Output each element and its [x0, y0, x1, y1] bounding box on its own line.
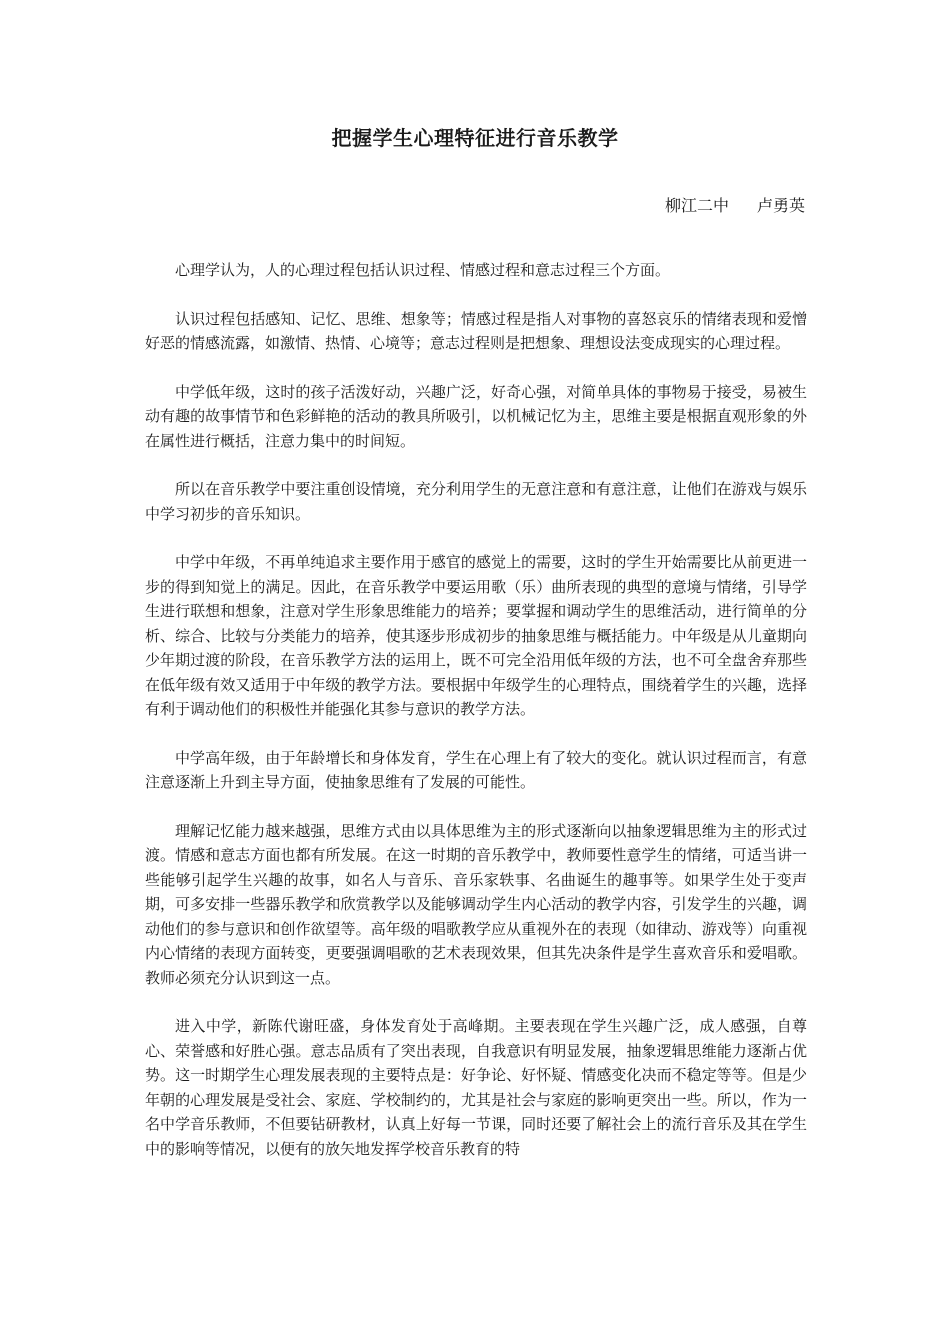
- author-school: 柳江二中: [664, 196, 729, 215]
- paragraph-7: 理解记忆能力越来越强，思维方式由以具体思维为主的形式逐渐向以抽象逻辑思维为主的形式过渡。情感和意志方面也都有所发展。在这一时期的音乐教学中，教师要性意学生的情绪，可适当讲一些能够引起学生兴趣的故事，如名人与音乐、音乐家轶事、名曲诞生的趣事等。如果学生处于变声期，可多安排一些器乐教学和欣赏教学以及能够调动学生内心活动的教学内容，引发学生的兴趣，调动他们的参与意识和创作欲望等。高年级的唱歌教学应从重视外在的表现（如律动、游戏等）向重视内心情绪的表现方面转变，更要强调唱歌的艺术表现效果，但其先决条件是学生喜欢音乐和爱唱歌。教师必须充分认识到这一点。: [145, 821, 807, 987]
- paragraph-6: 中学高年级，由于年龄增长和身体发育，学生在心理上有了较大的变化。就认识过程而言，有意注意逐渐上升到主导方面，使抽象思维有了发展的可能性。: [145, 748, 807, 791]
- paragraph-5: 中学中年级，不再单纯追求主要作用于感官的感觉上的需要，这时的学生开始需要比从前更进一步的得到知觉上的满足。因此，在音乐教学中要运用歌（乐）曲所表现的典型的意境与情绪，引导学生进行联想和想象，注意对学生形象思维能力的培养；要掌握和调动学生的思维活动，进行简单的分析、综合、比较与分类能力的培养，使其逐步形成初步的抽象思维与概括能力。中年级是从儿童期向少年期过渡的阶段，在音乐教学方法的运用上，既不可完全沿用低年级的方法，也不可全盘舍弃那些在低年级有效又适用于中年级的教学方法。要根据中年级学生的心理特点，围绕着学生的兴趣，选择有利于调动他们的积极性并能强化其参与意识的教学方法。: [145, 553, 807, 718]
- paragraph-8: 进入中学，新陈代谢旺盛，身体发育处于高峰期。主要表现在学生兴趣广泛，成人感强，自尊心、荣誉感和好胜心强。意志品质有了突出表现，自我意识有明显发展，抽象逻辑思维能力逐渐占优势。这一时期学生心理发展表现的主要特点是：好争论、好怀疑、情感变化决而不稳定等等。但是少年朝的心理发展是受社会、家庭、学校制约的，尤其是社会与家庭的影响更突出一些。所以，作为一名中学音乐教师，不但要钻研教材，认真上好每一节课，同时还要了解社会上的流行音乐及其在学生中的影响等情况，以便有的放矢地发挥学校音乐教育的特: [145, 1017, 807, 1158]
- document-body: [145, 258, 807, 1185]
- paragraph-3: 中学低年级，这时的孩子活泼好动，兴趣广泛，好奇心强，对简单具体的事物易于接受，易被生动有趣的故事情节和色彩鲜艳的活动的教具所吸引，以机械记忆为主，思维主要是根据直观形象的外在属性进行概括，注意力集中的时间短。: [145, 382, 807, 450]
- author-name: 卢勇英: [756, 196, 805, 215]
- paragraph-2: 认识过程包括感知、记忆、思维、想象等；情感过程是指人对事物的喜怒哀乐的情绪表现和爱憎好恶的情感流露，如激情、热情、心境等；意志过程则是把想象、理想设法变成现实的心理过程。: [145, 309, 807, 352]
- byline: [665, 194, 805, 218]
- paragraph-4: 所以在音乐教学中要注重创设情境，充分利用学生的无意注意和有意注意，让他们在游戏与娱乐中学习初步的音乐知识。: [145, 480, 807, 523]
- page-title: 把握学生心理特征进行音乐教学: [331, 126, 619, 150]
- paragraph-1: 心理学认为，人的心理过程包括认识过程、情感过程和意志过程三个方面。: [175, 261, 671, 279]
